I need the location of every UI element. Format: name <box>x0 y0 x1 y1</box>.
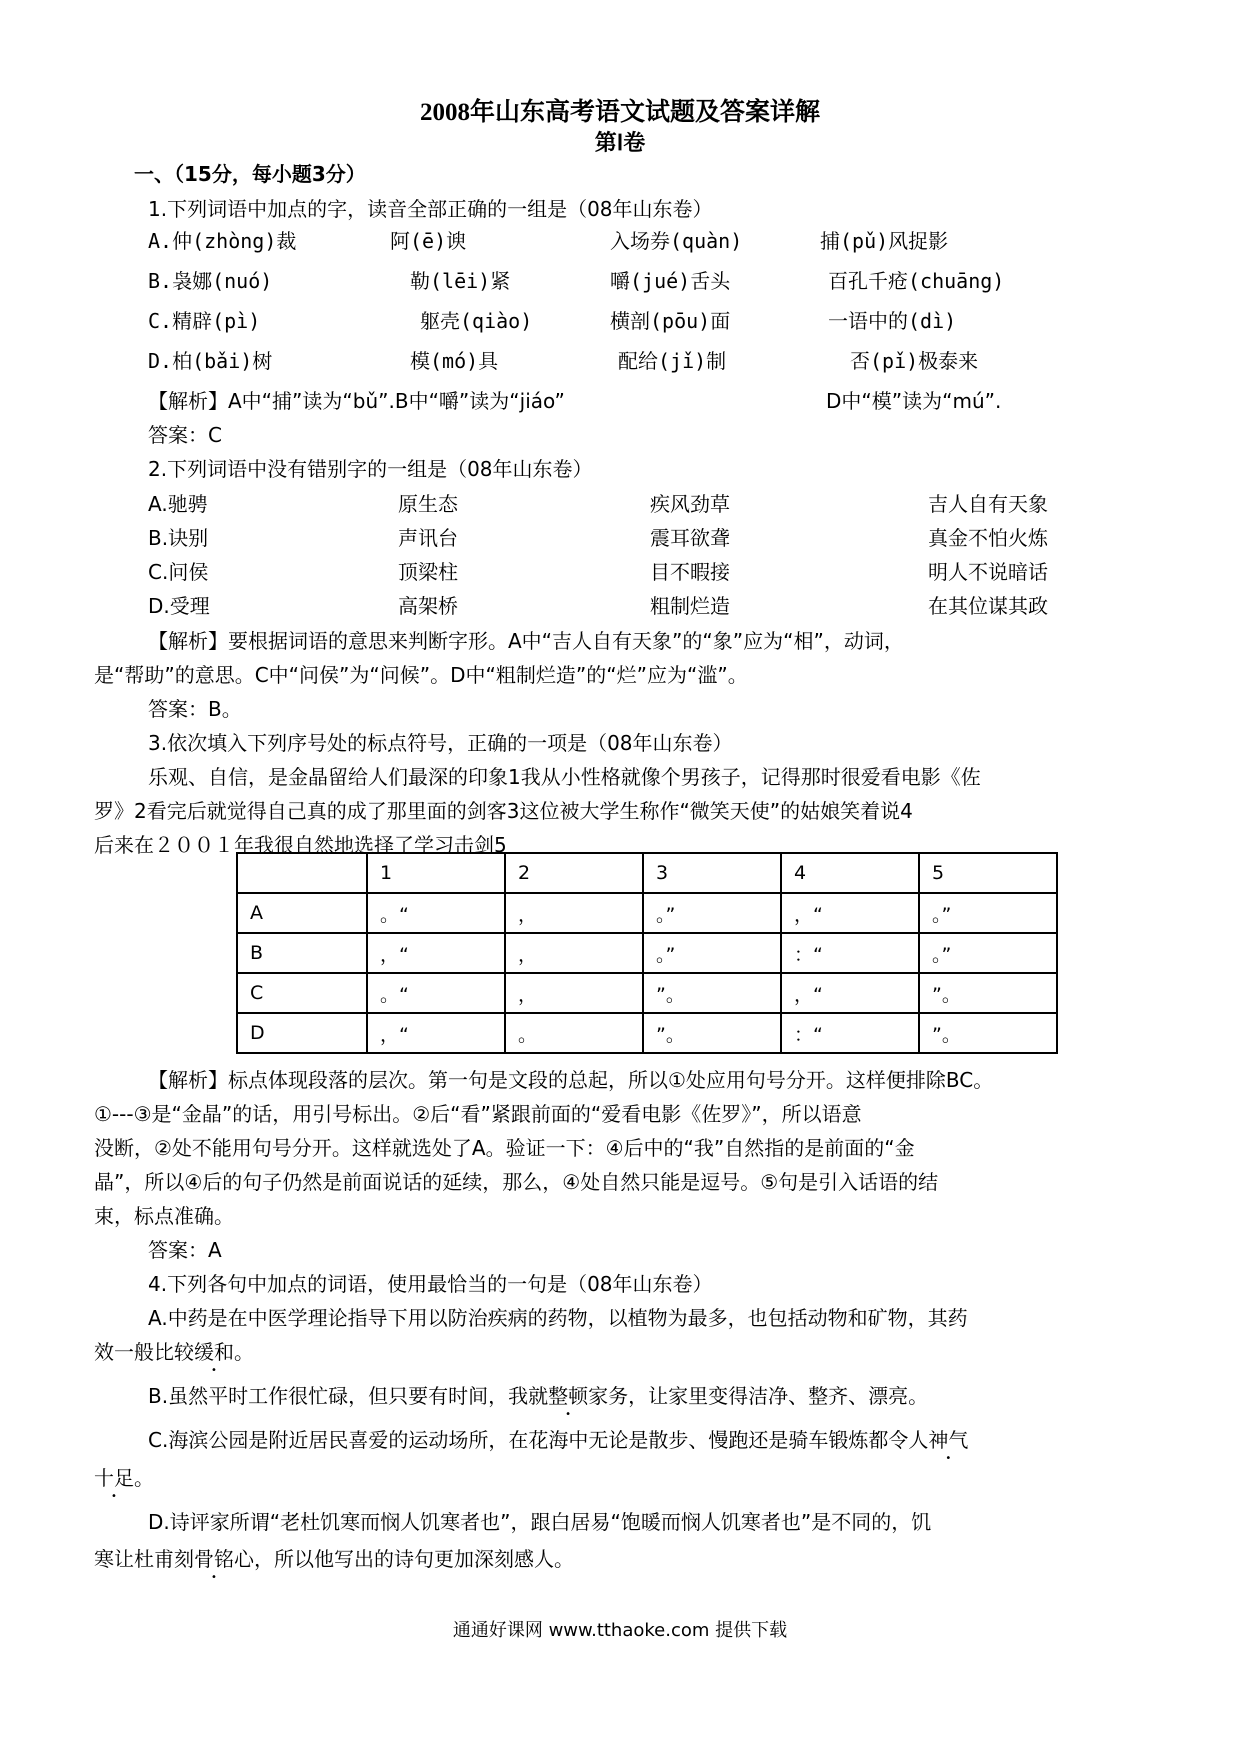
q2-analysis-cont: 是“帮助”的意思。C中“问侯”为“问候”。D中“粗制烂造”的“烂”应为“滥”。 <box>94 663 748 687</box>
table-cell: 4 <box>781 853 919 893</box>
q1-option-b4: 百孔千疮(chuāng) <box>828 269 1005 293</box>
q2-option-d2: 高架桥 <box>398 594 458 618</box>
q1-option-a4: 捕(pǔ)风捉影 <box>820 229 949 253</box>
text-segment: ，所以他写出的诗句更加深刻感人。 <box>254 1547 574 1571</box>
dotted-word: 整顿 <box>548 1384 589 1408</box>
table-cell: 2 <box>505 853 643 893</box>
table-cell: A <box>237 893 367 933</box>
text-segment: B.虽然平时工作很忙碌，但只要有时间，我就 <box>148 1384 549 1408</box>
q3-analysis-cont: 没断，②处不能用句号分开。这样就选处了A。验证一下：④后中的“我”自然指的是前面的“金 <box>94 1136 915 1160</box>
table-row <box>237 933 1057 973</box>
table-cell: ：“ <box>781 1013 919 1053</box>
table-cell: 。“ <box>367 973 505 1013</box>
q1-option-b3: 嚼(jué)舌头 <box>610 269 731 293</box>
table-cell: ， <box>505 933 643 973</box>
table-cell: 1 <box>367 853 505 893</box>
dotted-word: 十足 <box>94 1466 134 1490</box>
q1-option-c2: 躯壳(qiào) <box>420 309 533 333</box>
q3-stem: 3.依次填入下列序号处的标点符号，正确的一项是（08年山东卷） <box>148 731 733 755</box>
text-segment: 寒让杜甫 <box>94 1547 174 1571</box>
q4-option-d: D.诗评家所谓“老杜饥寒而悯人饥寒者也”，跟白居易“饱暖而悯人饥寒者也”是不同的，饥 <box>148 1510 932 1534</box>
table-cell: 。” <box>919 893 1057 933</box>
q4-option-d-cont <box>94 1545 574 1573</box>
table-cell: 。” <box>643 933 781 973</box>
q2-option-d1: D.受理 <box>148 594 210 618</box>
q2-analysis: 【解析】要根据词语的意思来判断字形。A中“吉人自有天象”的“象”应为“相”，动词， <box>148 629 904 653</box>
q1-option-c4: 一语中的(dì) <box>828 309 957 333</box>
q3-analysis-cont: 晶”，所以④后的句子仍然是前面说话的延续，那么，④处自然只能是逗号。⑤句是引入话语的结 <box>94 1170 939 1194</box>
q4-option-c <box>148 1426 968 1454</box>
q2-stem: 2.下列词语中没有错别字的一组是（08年山东卷） <box>148 457 593 481</box>
table-row <box>237 973 1057 1013</box>
q4-stem: 4.下列各句中加点的词语，使用最恰当的一句是（08年山东卷） <box>148 1272 713 1296</box>
q2-option-b3: 震耳欲聋 <box>650 526 730 550</box>
table-cell: ”。 <box>919 1013 1057 1053</box>
q2-option-a3: 疾风劲草 <box>650 492 730 516</box>
q4-option-c-cont <box>94 1464 154 1492</box>
table-cell: ”。 <box>643 1013 781 1053</box>
q1-option-b1: B.袅娜(nuó) <box>148 269 273 293</box>
table-cell: 。“ <box>367 893 505 933</box>
q2-answer: 答案：B。 <box>148 697 242 721</box>
q2-option-c2: 顶梁柱 <box>398 560 458 584</box>
table-cell: ，“ <box>367 933 505 973</box>
text-segment: C.海滨公园是附近居民喜爱的运动场所，在花海中无论是散步、慢跑还是骑车锻炼都令人 <box>148 1428 929 1452</box>
q3-passage-line: 罗》2看完后就觉得自己真的成了那里面的剑客3这位被大学生称作“微笑天使”的姑娘笑着说4 <box>94 799 913 823</box>
q1-analysis: 【解析】A中“捕”读为“bǔ”.B中“嚼”读为“jiáo” <box>148 389 565 413</box>
q3-analysis-cont: ①---③是“金晶”的话，用引号标出。②后“看”紧跟前面的“爱看电影《佐罗》”，所以语意 <box>94 1102 862 1126</box>
q4-option-a: A.中药是在中医学理论指导下用以防治疾病的药物，以植物为最多，也包括动物和矿物，其药 <box>148 1306 968 1330</box>
document-subtitle: 第Ⅰ卷 <box>594 130 646 155</box>
table-header-row <box>237 853 1057 893</box>
q1-option-d4: 否(pǐ)极泰来 <box>850 349 979 373</box>
q2-option-a4: 吉人自有天象 <box>928 492 1048 516</box>
q2-option-b4: 真金不怕火炼 <box>928 526 1048 550</box>
table-cell: ，“ <box>781 973 919 1013</box>
q2-option-c4: 明人不说暗话 <box>928 560 1048 584</box>
table-cell: ， <box>505 893 643 933</box>
text-segment: 效一般比较 <box>94 1340 194 1364</box>
q1-option-d1: D.柏(bǎi)树 <box>148 349 273 373</box>
q2-option-b1: B.诀别 <box>148 526 209 550</box>
table-cell: D <box>237 1013 367 1053</box>
dotted-word: 刻骨铭心 <box>174 1547 254 1571</box>
q1-analysis-cont: D中“模”读为“mú”. <box>826 389 1002 413</box>
q1-stem: 1.下列词语中加点的字，读音全部正确的一组是（08年山东卷） <box>148 197 713 221</box>
q1-option-c1: C.精辟(pì) <box>148 309 261 333</box>
table-cell: 。” <box>919 933 1057 973</box>
table-cell: ，“ <box>367 1013 505 1053</box>
section-heading: 一、（15分，每小题3分） <box>134 162 366 186</box>
table-cell: 。 <box>505 1013 643 1053</box>
q1-answer: 答案：C <box>148 423 222 447</box>
q2-option-a1: A.驰骋 <box>148 492 208 516</box>
table-cell: B <box>237 933 367 973</box>
document-title: 2008年山东高考语文试题及答案详解 <box>419 99 820 126</box>
table-cell: ， <box>505 973 643 1013</box>
q3-passage-line: 后来在２００１年我很自然地选择了学习击剑5 <box>94 833 507 857</box>
q2-option-d3: 粗制烂造 <box>650 594 730 618</box>
q2-option-d4: 在其位谋其政 <box>928 594 1048 618</box>
table-cell: ”。 <box>643 973 781 1013</box>
table-cell: ：“ <box>781 933 919 973</box>
table-row <box>237 1013 1057 1053</box>
q2-option-a2: 原生态 <box>398 492 458 516</box>
q3-passage-line: 乐观、自信，是金晶留给人们最深的印象1我从小性格就像个男孩子，记得那时很爱看电影《佐 <box>148 765 981 789</box>
table-cell <box>237 853 367 893</box>
q2-option-b2: 声讯台 <box>398 526 458 550</box>
q2-option-c1: C.问侯 <box>148 560 209 584</box>
dotted-word: 缓和 <box>194 1340 234 1364</box>
page-footer: 通通好课网 www.tthaoke.com 提供下载 <box>452 1620 788 1641</box>
table-cell: ”。 <box>919 973 1057 1013</box>
table-cell: 3 <box>643 853 781 893</box>
punctuation-table <box>236 852 1058 1054</box>
q1-option-b2: 勒(lēi)紧 <box>410 269 511 293</box>
table-row <box>237 893 1057 933</box>
q4-option-b <box>148 1382 928 1410</box>
q1-option-a2: 阿(ē)谀 <box>390 229 467 253</box>
q3-analysis: 【解析】标点体现段落的层次。第一句是文段的总起，所以①处应用句号分开。这样便排除BC。 <box>148 1068 994 1092</box>
q1-option-d3: 配给(jǐ)制 <box>618 349 727 373</box>
q1-option-a3: 入场券(quàn) <box>610 229 743 253</box>
text-segment: 家务，让家里变得洁净、整齐、漂亮。 <box>588 1384 929 1408</box>
table-cell: C <box>237 973 367 1013</box>
q3-analysis-cont: 束，标点准确。 <box>94 1204 234 1228</box>
table-cell: ，“ <box>781 893 919 933</box>
q2-option-c3: 目不暇接 <box>650 560 730 584</box>
table-cell: 5 <box>919 853 1057 893</box>
q4-option-a-cont <box>94 1338 254 1366</box>
text-segment: 。 <box>134 1466 154 1490</box>
dotted-word: 神气 <box>928 1428 969 1452</box>
q1-option-d2: 模(mó)具 <box>410 349 499 373</box>
q1-option-c3: 横剖(pōu)面 <box>610 309 731 333</box>
table-cell: 。” <box>643 893 781 933</box>
q3-answer: 答案：A <box>148 1238 222 1262</box>
text-segment: 。 <box>234 1340 254 1364</box>
q1-option-a1: A.仲(zhòng)裁 <box>148 229 297 253</box>
